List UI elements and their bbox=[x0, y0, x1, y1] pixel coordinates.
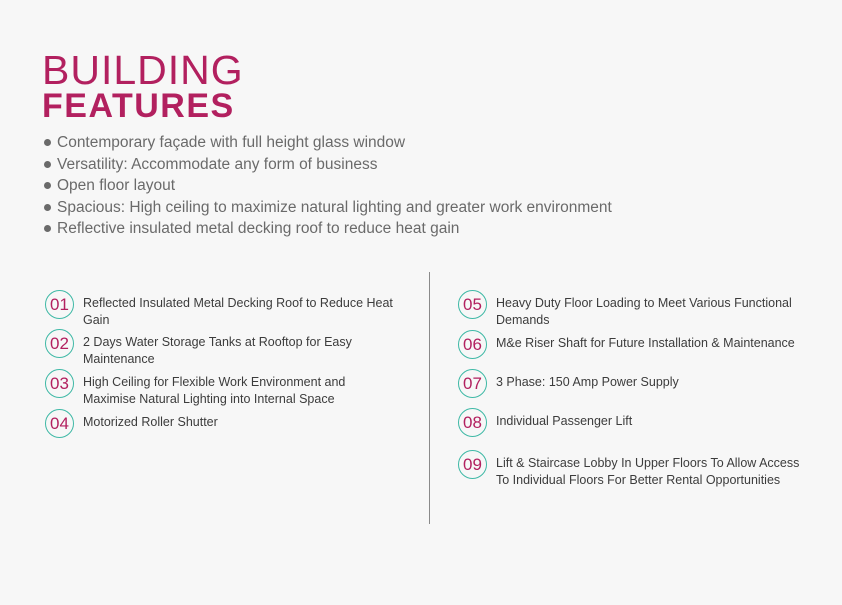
column-divider bbox=[429, 272, 430, 524]
feature-number-badge: 01 bbox=[45, 290, 74, 319]
bullet-item bbox=[44, 197, 612, 219]
feature-text: Motorized Roller Shutter bbox=[83, 415, 218, 429]
feature-number-badge: 08 bbox=[458, 408, 487, 437]
bullet-dot-icon bbox=[44, 225, 51, 232]
feature-text: Individual Passenger Lift bbox=[496, 414, 633, 428]
bullet-dot-icon bbox=[44, 161, 51, 168]
bullet-item bbox=[44, 218, 612, 240]
feature-item-03 bbox=[45, 369, 395, 408]
feature-number-badge: 03 bbox=[45, 369, 74, 398]
feature-number-badge: 07 bbox=[458, 369, 487, 398]
page-title-line1: BUILDING bbox=[42, 47, 244, 93]
bullet-dot-icon bbox=[44, 204, 51, 211]
feature-item-05 bbox=[458, 290, 833, 329]
bullet-item bbox=[44, 132, 612, 154]
feature-text: Heavy Duty Floor Loading to Meet Various Functional Demands bbox=[496, 296, 792, 327]
feature-number-badge: 05 bbox=[458, 290, 487, 319]
feature-number-badge: 09 bbox=[458, 450, 487, 479]
bullet-item bbox=[44, 175, 612, 197]
feature-number-badge: 02 bbox=[45, 329, 74, 358]
feature-text: M&e Riser Shaft for Future Installation & Maintenance bbox=[496, 336, 795, 350]
feature-item-04 bbox=[45, 409, 415, 438]
bullet-dot-icon bbox=[44, 139, 51, 146]
feature-item-07 bbox=[458, 369, 833, 398]
bullet-text: Contemporary façade with full height glass window bbox=[57, 134, 406, 151]
bullet-text: Spacious: High ceiling to maximize natural lighting and greater work environment bbox=[57, 198, 612, 216]
feature-text: High Ceiling for Flexible Work Environment and Maximise Natural Lighting into Internal Space bbox=[83, 375, 346, 406]
feature-item-01 bbox=[45, 290, 415, 329]
bullet-item bbox=[44, 154, 612, 176]
bullet-text: Open floor layout bbox=[57, 177, 176, 194]
feature-text: 3 Phase: 150 Amp Power Supply bbox=[496, 375, 679, 389]
bullet-text: Reflective insulated metal decking roof to reduce heat gain bbox=[57, 220, 460, 237]
feature-bullet-list bbox=[44, 132, 612, 240]
feature-text: Lift & Staircase Lobby In Upper Floors To Allow Access To Individual Floors For Better Rental Opportunities bbox=[496, 456, 800, 487]
feature-text: 2 Days Water Storage Tanks at Rooftop for Easy Maintenance bbox=[83, 335, 352, 366]
feature-item-09 bbox=[458, 450, 803, 489]
page-title-line2: FEATURES bbox=[42, 87, 235, 125]
feature-item-08 bbox=[458, 408, 833, 437]
feature-text: Reflected Insulated Metal Decking Roof to Reduce Heat Gain bbox=[83, 296, 393, 327]
feature-item-02 bbox=[45, 329, 415, 368]
bullet-dot-icon bbox=[44, 182, 51, 189]
bullet-text: Versatility: Accommodate any form of business bbox=[57, 155, 378, 173]
feature-item-06 bbox=[458, 330, 833, 359]
feature-number-badge: 06 bbox=[458, 330, 487, 359]
feature-number-badge: 04 bbox=[45, 409, 74, 438]
